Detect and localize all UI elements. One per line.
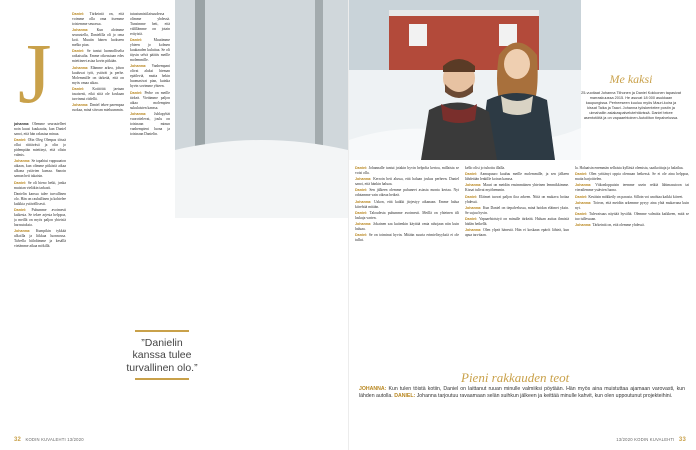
paragraph: [14, 181, 66, 191]
profile-box: [581, 72, 681, 121]
paragraph: [465, 172, 569, 182]
paragraph-text: Se tapahtui vappuaaton aikaan, kun olimme pitkästä aikaa ulkona ystävien kanssa. Sanoin saman heti takaisin.: [14, 159, 66, 179]
drop-cap: J: [18, 25, 52, 121]
paragraph-text: Olen yrittänyt oppia olemaan hetkessä. Se ei ole aina helppoa, mutta harjoittelen.: [575, 172, 689, 182]
speaker-label: Daniel:: [72, 49, 87, 54]
right-column-1: [355, 166, 459, 362]
magazine-name: KODIN KUVALEHTI: [634, 437, 675, 442]
paragraph-text: Jokainen saa kuitenkin käyttää omia rahojaan niin kuin haluaa.: [355, 221, 459, 231]
paragraph: [575, 201, 689, 211]
right-page: [348, 0, 696, 450]
paragraph-text: Vapaaehtoistyö on minulle tärkeää. Haluan auttaa ihmisiä hädän hetkellä.: [465, 216, 569, 226]
couple-photo: [349, 0, 581, 160]
right-column-3: [575, 166, 689, 362]
paragraph: [575, 172, 689, 182]
paragraph: [355, 233, 459, 243]
paragraph-text: Kerroin heti alussa, että haluan joskus perheen. Daniel sanoi, että hänkin haluaa.: [355, 177, 459, 187]
paragraph: [465, 206, 569, 216]
paragraph-text: Se oli hieno hetki, jonka muistan vieläkin tarkasti.: [14, 180, 66, 190]
paragraph-text: Olen ylpeä hänestä. Hän ei koskaan epäröi lähteä, kun apua tarvitaan.: [465, 228, 569, 238]
paragraph-text: Johannalle tuntui jotakin hyvin helpolta kertoa, millaista se voisi olla.: [355, 166, 459, 175]
paragraph: [14, 159, 66, 179]
speaker-label: Daniel:: [355, 188, 370, 193]
speaker-label: Johanna:: [575, 223, 593, 228]
speaker-label: Daniel:: [465, 172, 480, 177]
paragraph-text: Viikonloppuisin teemme usein retkiä lähimaastoon tai vierailemme ystävien luona.: [575, 183, 689, 193]
paragraph-text: Olemme seurustelleet noin kuusi kuukautta, kun Daniel sanoi, että hän rakastaa minua.: [14, 122, 66, 136]
speaker-label: Johanna:: [465, 183, 484, 188]
speaker-label: Johanna:: [575, 200, 593, 205]
paragraph-text: Daniel tekee parempaa ruokaa, minä siivoan mieluummin.: [72, 102, 124, 112]
paragraph: [355, 200, 459, 210]
paragraph-text: Kesäisin mökkeily on parasta. Silloin voi unohtaa kaikki kiireet.: [588, 194, 684, 199]
paragraph: [14, 192, 66, 207]
paragraph: [72, 28, 124, 48]
page-folio-left: [14, 437, 84, 443]
paragraph-text: Se on toiminut hyvin. Mitään suuria erimielisyyksiä ei ole tullut.: [355, 233, 459, 243]
paragraph-text: Muutimme yhteen jo kolmen kuukauden kuluttua. Se oli täysin selvä päätös meille molemmille.: [130, 38, 170, 63]
paragraph: [72, 66, 124, 86]
paragraph-text: Se tuntui luonnolliselta ratkaisulta. Emme oikeastaan edes miettineet asiaa kovin pitkään.: [72, 49, 124, 64]
paragraph: [465, 228, 569, 238]
issue-number: 13/2020: [616, 437, 633, 442]
paragraph-text: la. Haluaisin enemmän sellaista kyllästä olemista, saaikoittuja ja halailua.: [575, 166, 684, 170]
speaker-label: Johanna:: [72, 102, 90, 107]
paragraph: [465, 195, 569, 205]
paragraph-text: kello olisi jo tuhottu illalla.: [465, 166, 506, 170]
paragraph-text: Kun aloimme seurustella, Danielilla oli jo oma koti. Muutin hänen luokseen melko pian.: [72, 28, 124, 48]
paragraph: [130, 91, 170, 111]
paragraph: [14, 138, 66, 158]
paragraph: [355, 222, 459, 232]
speaker-label: Daniel:: [130, 38, 154, 43]
paragraph: [130, 12, 170, 37]
paragraph-text: Juhlapyhät vuorottelevat, joulu on toisinaan minun vanhempieni luona ja toisinaan Danielin.: [130, 111, 170, 136]
speaker-label: Daniel:: [575, 211, 590, 216]
paragraph-text: Kun Daniel on tiepalvelussa, minä hoidan eläimet yksin. Se sujuu hyvin.: [465, 205, 569, 215]
issue-number: 13/2020: [67, 437, 84, 442]
speaker-label: Daniel:: [575, 172, 590, 177]
speaker-label: Daniel:: [130, 90, 145, 95]
speaker-label: Daniel:: [465, 216, 480, 221]
lead-text-1: Kun tulen töistä kotiin, Daniel on laittanut ruuan minulle valmiiksi pöytään. Hän myös aina muistuttaa ajamaan varovasti, kun lähden autolla.: [359, 386, 685, 399]
speaker-label: Johanna:: [355, 177, 374, 182]
paragraph-text: Eläimet tuovat paljon iloa arkeen. Niitä on mukava hoitaa yhdessä.: [465, 194, 569, 204]
paragraph-text: Toivon, että meidän arkemme pysyy aina yhtä mukavana kuin nyt.: [575, 200, 689, 210]
paragraph: [72, 12, 124, 27]
speaker-label: Johanna:: [72, 28, 97, 33]
paragraph: [575, 223, 689, 228]
section-lead: [359, 386, 685, 400]
paragraph-text: tutustumistilaisuudessa olimme yhdessä. Tunsimme heti, että välillämme on jotain erityistä.: [130, 12, 170, 36]
speaker-label: Daniel:: [355, 210, 370, 215]
paragraph-text: Elämme arkea, johon kuuluvat työt, ystävät ja perhe. Molemmille on tärkeää, että on myös omaa aikaa.: [72, 65, 124, 85]
paragraph-text: Taloudesta puhumme avoimesti. Meillä on yhteinen tili laskuja varten.: [355, 210, 459, 220]
speaker-label: Daniel:: [355, 166, 369, 170]
speaker-label: Johanna:: [14, 159, 32, 164]
paragraph: [14, 122, 66, 137]
paragraph: [465, 183, 569, 193]
speaker-label: Daniel:: [14, 138, 28, 143]
speaker-label: Johanna:: [575, 183, 596, 188]
paragraph: [575, 195, 689, 200]
couple-photo-illustration: [349, 0, 581, 160]
speaker-label: Johanna:: [72, 65, 91, 70]
speaker-label: Johanna:: [465, 228, 484, 233]
magazine-name: KODIN KUVALEHTI: [25, 437, 66, 442]
speaker-label: Johanna:: [355, 199, 375, 204]
paragraph: [72, 49, 124, 64]
paragraph-text: Olin Oleg Olenpas töissä ollut riittävästi ja olin jo pidempään miettinyt, että olisin valmis.: [14, 138, 66, 158]
paragraph: [575, 183, 689, 193]
speaker-label: Daniel:: [575, 194, 589, 199]
lead-label: johanna:: [14, 122, 33, 126]
paragraph-text: Kumpikin tykkää ulkoilla ja liikkua luonnossa. Talvella hiihdämme ja kesällä vietämme aikaa mökillä.: [14, 229, 66, 249]
paragraph: [72, 103, 124, 113]
paragraph: [465, 166, 569, 171]
paragraph: [355, 211, 459, 221]
paragraph-text: Puhumme avoimesti kaikesta. Se tekee arjesta helppoa, ja meillä on myös paljon yhteisiä harrastuksia.: [14, 207, 66, 227]
left-column-1: [14, 122, 66, 440]
paragraph: [575, 166, 689, 171]
speaker-label: Johanna:: [130, 64, 152, 69]
paragraph-text: Tärkeintä on, että voimme olla oma itsemme toistemme seurassa.: [72, 12, 124, 26]
left-column-2: [72, 12, 124, 440]
page-number: 33: [678, 437, 686, 443]
speaker-label: Daniel:: [465, 194, 479, 199]
paragraph: [72, 87, 124, 102]
paragraph: [575, 212, 689, 222]
speaker-label: Johanna:: [14, 229, 36, 234]
paragraph: [130, 112, 170, 137]
paragraph-text: Mauri on meidän ensimmäinen yhteinen lemmikkimme. Kissat tulivat myöhemmin.: [465, 183, 569, 193]
paragraph: [14, 208, 66, 228]
paragraph: [355, 177, 459, 187]
page-number: 32: [14, 437, 22, 443]
speaker-label: Daniel:: [14, 207, 32, 212]
speaker-label: Daniel:: [72, 86, 93, 91]
paragraph-text: Aamupuuro kuuluu meille molemmille, ja sen jälkeen lähdetään lenkille koiran kanssa.: [465, 172, 569, 182]
paragraph-text: Vanhempani olivat aluksi hieman epäileviä, mutta hekin huomasivat pian, kuinka hyvin sovimme yhteen.: [130, 64, 170, 89]
speaker-label: Daniel:: [355, 233, 369, 238]
speaker-label: Johanna:: [355, 221, 374, 226]
lead-speaker-2: DANIEL:: [394, 393, 416, 399]
pull-quote-text: ”Danielin kanssa tulee turvallinen olo.”: [126, 336, 198, 374]
paragraph: [130, 64, 170, 89]
page-folio-right: [616, 437, 686, 443]
left-column-3: [130, 12, 170, 312]
lead-speaker-1: JOHANNA:: [359, 386, 387, 392]
speaker-label: Johanna:: [130, 111, 155, 116]
speaker-label: Daniel:: [14, 180, 28, 185]
paragraph-text: Danielin kanssa tulee turvallinen olo. Hän on rauhallinen ja kohtelee kaikkia ystävällisesti.: [14, 191, 66, 206]
paragraph-text: Sen jälkeen olemme puhuneet asiasta monta kertaa. Nyt odotamme vain oikeaa hetkeä.: [355, 188, 459, 198]
paragraph-text: Tärkeintä on, että olemme yhdessä.: [592, 223, 645, 228]
right-column-2: [465, 166, 569, 362]
paragraph: [130, 38, 170, 63]
speaker-label: Daniel:: [72, 12, 90, 16]
winter-portrait-illustration: [175, 0, 348, 218]
section-title: Pieni rakkauden teot: [461, 370, 570, 385]
profile-title: Me kaksi: [609, 72, 653, 86]
paragraph: [465, 217, 569, 227]
paragraph: [355, 166, 459, 176]
paragraph: [355, 188, 459, 198]
paragraph: [14, 229, 66, 249]
lead-text-2: Johanna tarjoutuu ravaamaan selän suihkun jälkeen ja keittää minulle kahvit, kun olen uppoutunut projekteihini.: [416, 393, 673, 399]
profile-body: 25-vuotiaat Johanna Tiihonen ja Daniel Kokkonen tapasivat marraskuussa 2015. He asuvat 18 000 asukkaan kaupungissa. Perheeseen kuuluu myös Mauri-koira ja kissat Taika ja Taavi. Johanna työskentelee postin ja uimahallin asiakaspalvelutehtävissä. Daniel tekee asentotöitä ja on vapaaehtoinen Autoliiton tiepalvelussa.: [581, 91, 681, 120]
winter-portrait-photo: [175, 0, 348, 218]
paragraph-text: Perhe on meille tärkeä. Vietämme paljon aikaa molempien sukulaisten kanssa.: [130, 90, 170, 110]
paragraph-text: Uskon, että kaikki järjestyy aikanaan. Emme halua kiirehtiä mitään.: [355, 199, 459, 209]
paragraph-text: Tulevaisuus näyttää hyvältä. Olemme valmiita kaikkeen, mitä se tuo tullessaan.: [575, 211, 689, 221]
paragraph-text: Kotitöitä jaetaan tasaisesti, eikä siitä ole koskaan tarvinnut riidellä.: [72, 86, 124, 101]
speaker-label: Johanna:: [465, 205, 483, 210]
